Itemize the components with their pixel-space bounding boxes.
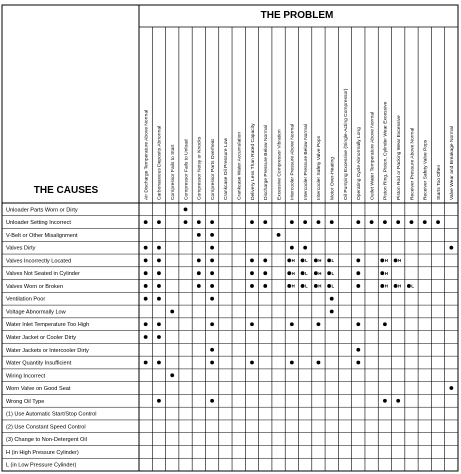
cylinder-indicator-letter: H [318,258,322,264]
indicator-dot [157,322,161,326]
problem-column-header: Receiver Pressure Above Normal [410,127,416,200]
problem-column-header: Compressor Fails to Unload [184,139,190,200]
indicator-dot [356,361,360,365]
cause-row-label: Worn Valve on Good Seat [6,386,71,393]
indicator-dot [263,259,267,263]
problem-column-header: Excessive Compressor Vibration [277,129,283,200]
indicator-dot [250,361,254,365]
cause-row-label: Valves Dirty [6,245,36,252]
problem-column-header: Intercooler Pressure Below Normal [303,124,309,200]
indicator-dot [383,399,387,403]
indicator-dot [314,259,318,263]
indicator-dot [170,310,174,314]
cause-row-labels [6,207,96,468]
cylinder-indicator-letter: L [331,258,335,264]
cause-row-label: (2) Use Constant Speed Control [6,424,86,431]
indicator-dot [317,322,321,326]
cylinder-indicator-letter: L [304,258,308,264]
indicator-dot [250,271,254,275]
cause-row-label: (3) Change to Non-Detergent Oil [6,437,87,444]
indicator-dot [157,220,161,224]
cylinder-indicator-letter: H [291,270,295,276]
problem-column-header: Carbonaceous Deposits Abnormal [157,125,163,200]
cause-row-label: Ventilation Poor [6,296,46,303]
cylinder-indicator-letter: H [397,283,402,289]
indicator-dot [290,322,294,326]
indicator-dot [394,284,398,288]
indicator-dot [380,259,384,263]
indicator-dot [144,220,148,224]
indicator-dot [287,271,291,275]
indicator-dot [250,322,254,326]
indicator-dot [327,271,331,275]
indicator-dot [250,284,254,288]
cause-row-label: Water Jacket or Cooler Dirty [6,335,77,341]
indicator-dot [380,284,384,288]
indicator-dot [210,322,214,326]
cylinder-indicator-letter: H [384,283,388,289]
cause-row-label: V-Belt or Other Misalignment [6,232,78,239]
indicator-dot [303,246,307,250]
indicator-dot [250,259,254,263]
indicator-dot [157,335,161,339]
cylinder-indicator-letter: H [291,283,295,289]
indicator-dot [356,348,360,352]
indicator-dot [290,246,294,250]
cause-row-label: H (in High Pressure Cylinder) [6,449,79,456]
indicator-dot [197,271,201,275]
cylinder-indicator-letter: L [411,283,414,289]
causes-header: THE CAUSES [33,185,99,196]
problem-column-header: Piston Rod or Packing Wear Excessive [396,115,402,200]
indicator-dot [301,271,305,275]
cylinder-indicator-letter: H [384,270,388,276]
indicator-dot [436,220,440,224]
indicator-dot [144,271,148,275]
problem-header: THE PROBLEM [260,10,334,21]
indicator-dot [330,297,334,301]
indicator-dot [144,284,148,288]
indicator-dot [303,220,307,224]
problem-column-header: Delivery Less Than Rated Capacity [250,123,256,200]
cylinder-indicator-letter: L [304,270,308,276]
problem-column-header: Compressor Parts Overheat [210,139,216,200]
indicator-dot [184,207,188,211]
problem-column-header: Receiver Safety Valve Pops [423,139,429,200]
indicator-dot [210,246,214,250]
indicator-dot [314,271,318,275]
indicator-dot [197,233,201,237]
indicator-dot [210,220,214,224]
indicator-dot [327,284,331,288]
problem-column-header: Oil Pumping Excessive (Single-Acting Compressor) [343,88,349,200]
indicator-dot [449,386,453,390]
indicator-dot [317,361,321,365]
problem-column-header: Motor Over-Heating [330,157,336,200]
indicator-dot [210,271,214,275]
cause-row-label: Valves Incorrectly Located [6,258,72,265]
cause-row-label: Water Inlet Temperature Too High [6,322,90,329]
cylinder-indicator-letter: H [318,270,322,276]
indicator-dot [157,259,161,263]
cause-row-label: Valves Worn or Broken [6,283,63,290]
indicator-dot [210,361,214,365]
problem-column-header: Valve Wear and Breakage Normal [450,126,456,200]
problem-column-header: Outlet Water Temperature Above Normal [370,111,376,200]
indicator-dot [396,399,400,403]
indicator-dot [197,259,201,263]
cause-row-label: L (in Low Pressure Cylinder) [6,462,77,469]
cause-row-label: Unloader Setting Incorrect [6,220,71,227]
indicator-dot [210,233,214,237]
problem-column-header: Intercooler Pressure Above Normal [290,123,296,200]
indicator-dot [157,284,161,288]
indicator-dot [356,259,360,263]
indicator-dot [287,259,291,263]
indicator-dot [423,220,427,224]
cylinder-indicator-letter: H [384,258,388,264]
indicator-dot [383,322,387,326]
problem-column-header: Crankcase Oil Pressure Low [224,138,230,200]
cylinder-indicator-letter: H [318,283,322,289]
problem-column-header: Piston Ring, Piston, Cylinder Wear Excessive [383,101,389,200]
cause-row-label: Valves Not Seated in Cylinder [6,271,80,278]
indicator-dot [301,259,305,263]
problem-column-header: Operating Cycle Abnormally Long [357,127,363,200]
indicator-dot [144,335,148,339]
indicator-dot [356,220,360,224]
problem-column-header: Compressor Noisy or Knocks [197,136,203,200]
indicator-dot [210,297,214,301]
problem-column-header: Crankcase Water Accumulation [237,131,243,200]
indicator-dot [370,220,374,224]
problem-column-header: Discharge Pressure Below Normal [264,125,270,200]
cause-row-label: Voltage Abnormally Low [6,309,66,316]
indicator-dot [157,246,161,250]
cylinder-indicator-letter: L [331,283,335,289]
indicator-dot [144,259,148,263]
cylinder-indicator-letter: L [331,270,335,276]
indicator-dot [144,361,148,365]
indicator-dot [157,399,161,403]
indicator-dot [410,220,414,224]
indicator-dot [197,220,201,224]
cause-row-label: Wrong Oil Type [6,398,45,405]
indicator-dot [210,259,214,263]
cylinder-indicator-letter: L [304,283,308,289]
indicator-dot [263,284,267,288]
cylinder-indicator-letter: H [397,258,402,264]
indicator-dot [144,297,148,301]
indicator-dot [157,297,161,301]
cause-row-label: Wiring Incorrect [6,373,46,380]
indicator-dot [157,361,161,365]
problem-column-header: Starts Too Often [436,164,442,200]
indicator-dot [290,361,294,365]
indicator-dot [184,220,188,224]
indicator-dot [356,271,360,275]
indicator-dot [330,220,334,224]
indicator-dot [197,284,201,288]
indicator-dot [356,284,360,288]
problem-column-header: Air Discharge Temperature Above Normal [144,109,150,200]
indicator-dot [317,220,321,224]
indicator-dot [290,220,294,224]
indicator-dot [356,322,360,326]
indicator-dot [383,220,387,224]
indicator-dot [263,220,267,224]
indicator-dot [210,348,214,352]
cause-row-label: (1) Use Automatic Start/Stop Control [6,411,97,418]
indicator-dot [277,233,281,237]
cause-row-label: Water Quantity Insufficient [6,360,72,367]
indicator-dot [250,220,254,224]
indicator-dot [157,271,161,275]
cause-row-label: Water Jackets or Intercooler Dirty [6,347,89,354]
indicator-dot [327,259,331,263]
indicator-dot [170,373,174,377]
indicator-dot [449,246,453,250]
indicator-dot [144,322,148,326]
problem-column-header: Compressor Fails to Start [171,144,177,200]
indicator-dot [287,284,291,288]
indicator-dot [144,246,148,250]
indicator-dot [314,284,318,288]
indicator-dot [301,284,305,288]
cause-row-label: Unloader Parts Worn or Dirty [6,207,78,214]
indicator-dot [407,284,411,288]
indicator-dot [396,220,400,224]
indicator-dot [210,284,214,288]
indicator-dot [263,271,267,275]
cylinder-indicator-letter: H [291,258,295,264]
indicator-dot [210,399,214,403]
indicator-dot [394,259,398,263]
problem-column-headers [143,88,455,200]
indicator-dot [380,271,384,275]
indicator-dot [330,310,334,314]
problem-column-header: Intercooler Safety Valve Pops [317,135,323,200]
